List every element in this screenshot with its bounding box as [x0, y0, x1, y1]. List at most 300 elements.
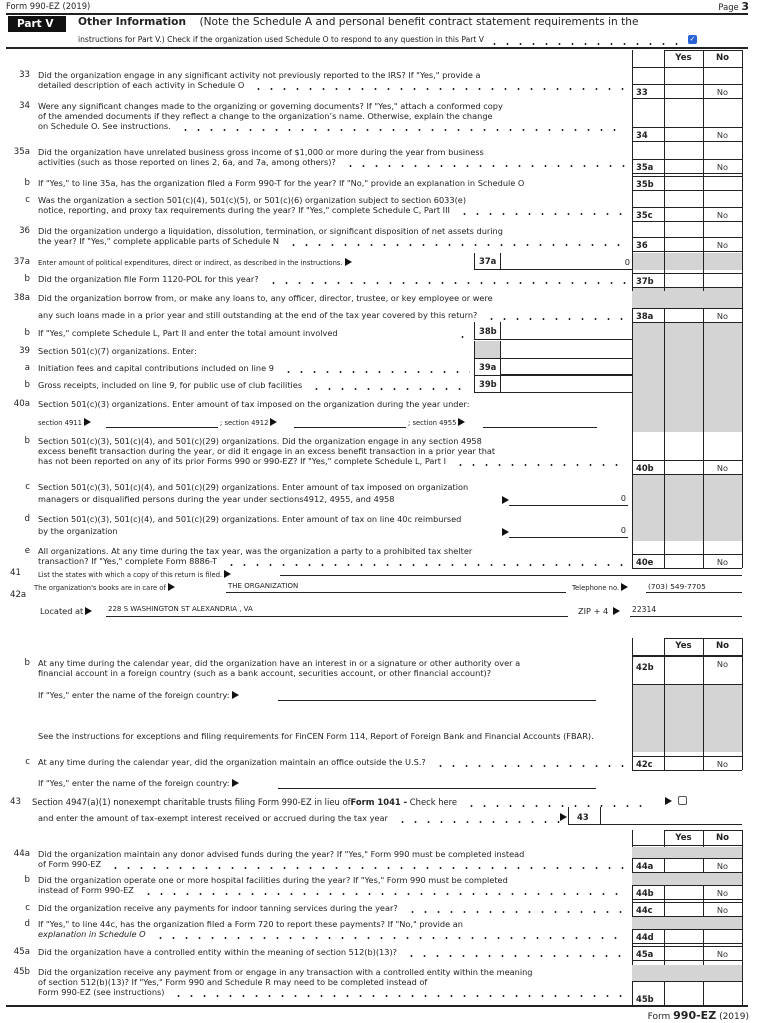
country-42b-input[interactable]: [278, 690, 596, 701]
arrow-icon: [621, 583, 628, 591]
question-text: [38, 226, 626, 236]
line-box-39a: 39a: [479, 362, 497, 372]
l43-post: Check here: [407, 797, 458, 807]
yes-answer[interactable]: [664, 932, 703, 943]
dot-leader: [267, 274, 626, 284]
part-note: (Note the Schedule A and personal benefit contract statement requirements in the: [199, 16, 639, 28]
line-43-text: [32, 797, 652, 807]
box-rule: [632, 756, 742, 757]
line-39b-text: [38, 380, 470, 390]
yes-column-header: Yes: [675, 641, 692, 651]
question-text: [38, 947, 626, 957]
yes-answer[interactable]: [664, 759, 703, 770]
s4955: ; section 4955: [408, 419, 457, 427]
column-rule: [664, 638, 665, 770]
box-rule: [632, 127, 742, 128]
line-num: b: [24, 875, 30, 885]
question-text: [38, 556, 626, 566]
question-text-line: Were any significant changes made to the organizing or governing documents? If "Yes," attach a conformed copy: [38, 101, 503, 111]
box-rule: [632, 929, 742, 930]
l43-line2: and enter the amount of tax-exempt interest received or accrued during the tax year: [38, 813, 388, 823]
zip-input[interactable]: 22314: [630, 605, 742, 617]
question-text: [38, 236, 626, 246]
arrow-icon: [232, 779, 239, 787]
no-answer[interactable]: No: [716, 659, 729, 669]
line-38b-label: If "Yes," complete Schedule L, Part II and enter the total amount involved: [38, 328, 338, 338]
arrow-icon: [270, 418, 277, 426]
question-text-line: transaction? If "Yes," complete Form 8886-T: [38, 556, 218, 566]
shaded-area: [632, 847, 742, 858]
arrow-icon: [224, 570, 231, 578]
yes-answer[interactable]: [664, 311, 703, 322]
box-rule: [632, 916, 742, 917]
line-num: c: [25, 903, 30, 913]
yes-answer[interactable]: [664, 905, 703, 916]
country-42c-text: If "Yes," enter the name of the foreign country:: [38, 778, 230, 788]
box-rule: [632, 207, 742, 208]
line-num: b: [24, 658, 30, 668]
box-rule: [632, 899, 742, 900]
country-42b-label: [38, 690, 241, 700]
question-text-line: Did the organization maintain any donor advised funds during the year? If "Yes," Form 990 must be completed instead: [38, 849, 525, 859]
amount-39b[interactable]: [501, 375, 632, 393]
question-text: [38, 310, 626, 320]
question-text-line: Did the organization engage in any significant activity not previously reported to the IRS? If "Yes," provide a: [38, 70, 481, 80]
part-title: Other Information: [78, 16, 187, 28]
no-answer[interactable]: No: [716, 949, 729, 959]
box-rule: [632, 190, 742, 191]
arrow-icon: [502, 528, 509, 536]
footer-form: 990-EZ: [673, 1009, 717, 1022]
line-37a-label: Enter amount of political expenditures, direct or indirect, as described in the instructions.: [38, 259, 343, 267]
line-39a-label: Initiation fees and capital contributions included on line 9: [38, 363, 274, 373]
section-4912-label: [220, 418, 279, 427]
question-text: [38, 101, 626, 111]
question-text: [38, 436, 626, 446]
question-text-line: financial account in a foreign country (such as a bank account, securities account, or other financial account)?: [38, 668, 492, 678]
question-text-line: At any time during the calendar year, did the organization maintain an office outside the U.S.?: [38, 757, 426, 767]
dot-leader: [252, 80, 626, 90]
dot-leader: [109, 859, 626, 869]
box-rule: [632, 943, 742, 944]
dot-leader: [458, 205, 626, 215]
zip-text: ZIP + 4: [578, 606, 609, 616]
amount-40c[interactable]: 0: [509, 494, 628, 506]
care-of-input[interactable]: THE ORGANIZATION: [226, 582, 566, 593]
line-num: 45b: [13, 967, 30, 977]
shaded-area: [632, 291, 742, 308]
line-num: e: [24, 546, 30, 556]
arrow-icon: [458, 418, 465, 426]
question-text-line: Did the organization receive any payment from or engage in any transaction with a controlled entity within the meaning: [38, 967, 533, 977]
no-answer[interactable]: No: [716, 861, 729, 871]
line-num: b: [24, 380, 30, 390]
dot-leader: [405, 947, 626, 957]
header-rule: [664, 830, 742, 831]
s4912: ; section 4912: [220, 419, 269, 427]
no-answer[interactable]: No: [716, 888, 729, 898]
line-box-label: 42b: [636, 662, 654, 672]
line-43-checkbox[interactable]: [678, 796, 687, 805]
question-text-line: the year? If "Yes," complete applicable parts of Schedule N: [38, 236, 280, 246]
line-num: b: [24, 178, 30, 188]
line-40a-text: Section 501(c)(3) organizations. Enter amount of tax imposed on the organization during the year under:: [38, 399, 470, 409]
question-text: [38, 546, 626, 556]
box-rule: [632, 885, 742, 886]
line-num: 42a: [10, 590, 27, 600]
column-rule: [742, 50, 743, 568]
box-rule: [632, 308, 742, 309]
question-text: [38, 205, 626, 215]
line-39b-label: Gross receipts, included on line 9, for public use of club facilities: [38, 380, 303, 390]
box-rule: [632, 858, 742, 859]
line-box-label: 35b: [636, 179, 654, 189]
arrow-icon: [168, 583, 175, 591]
line-box-label: 34: [636, 130, 648, 140]
shaded-area: [632, 965, 742, 981]
shaded-area: [632, 475, 742, 541]
s4911: section 4911: [38, 419, 82, 427]
amount-40d[interactable]: 0: [509, 526, 628, 538]
yes-answer[interactable]: [664, 240, 703, 251]
question-text: [38, 929, 626, 939]
box-rule: [632, 84, 742, 85]
yes-column-header: Yes: [675, 53, 692, 63]
line-box-label: 44d: [636, 932, 654, 942]
shaded-area: [632, 917, 742, 929]
question-text: [38, 668, 626, 678]
part-heading: [78, 16, 639, 28]
section-4912-input[interactable]: [294, 417, 406, 428]
footer-form-id: [648, 1009, 749, 1022]
schedule-o-checkbox[interactable]: ✓: [689, 35, 696, 43]
amount-38b[interactable]: [501, 322, 632, 340]
shaded-area: [632, 684, 742, 752]
shaded-area: [632, 873, 742, 885]
box-rule: [632, 251, 742, 252]
box-rule: [632, 474, 742, 475]
amount-39a[interactable]: [501, 358, 632, 375]
arrow-icon: [85, 607, 92, 615]
no-answer[interactable]: [703, 932, 742, 943]
country-42b-text: If "Yes," enter the name of the foreign country:: [38, 690, 230, 700]
question-text-line: of Form 990-EZ: [38, 859, 102, 869]
question-text-line: Was the organization a section 501(c)(4), 501(c)(5), or 501(c)(6) organization subject to section 6033(e): [38, 195, 467, 205]
box-rule: [632, 902, 742, 903]
yes-answer[interactable]: [664, 276, 703, 287]
care-of-label: [34, 583, 177, 592]
line-38b-text: [38, 328, 470, 338]
line-box-43: 43: [577, 812, 589, 822]
question-text: [38, 849, 626, 859]
box-rule: [632, 159, 742, 160]
located-text: Located at: [40, 606, 84, 616]
line-num: c: [25, 757, 30, 767]
column-rule: [742, 830, 743, 1005]
line-40c-text-2: managers or disqualified persons during the year under sections4912, 4955, and 4958: [38, 494, 395, 504]
yes-answer[interactable]: [664, 994, 703, 1005]
no-answer[interactable]: No: [716, 557, 729, 567]
arrow-icon: [84, 418, 91, 426]
line-box-label: 42c: [636, 759, 653, 769]
question-text: [38, 80, 626, 90]
section-4955-label: [408, 418, 467, 427]
arrow-icon: [613, 607, 620, 615]
dot-leader: [154, 929, 626, 939]
arrow-icon: [232, 691, 239, 699]
line-num: 35a: [13, 147, 30, 157]
line-41-label: List the states with which a copy of this return is filed.: [38, 571, 223, 579]
dot-leader: [225, 556, 626, 566]
column-rule: [632, 638, 633, 770]
question-text-line: Did the organization have unrelated business gross income of $1,000 or more during the year from business: [38, 147, 484, 157]
section-4911-input[interactable]: [106, 417, 218, 428]
question-text: [38, 757, 626, 767]
no-answer[interactable]: [703, 994, 742, 1005]
telephone-text: Telephone no.: [572, 584, 620, 592]
schedule-o-text: instructions for Part V.) Check if the organization used Schedule O to respond to any question in this Part V: [78, 35, 484, 44]
no-answer[interactable]: No: [716, 240, 729, 250]
yes-answer[interactable]: [664, 210, 703, 221]
line-box-label: 35a: [636, 162, 654, 172]
box-rule: [632, 554, 742, 555]
no-answer[interactable]: No: [716, 130, 729, 140]
line-num: 37a: [13, 257, 30, 267]
question-text-line: detailed description of each activity in Schedule O: [38, 80, 245, 90]
box-rule: [632, 237, 742, 238]
question-text: [38, 293, 626, 303]
box-rule: [632, 872, 742, 873]
question-text: [38, 903, 626, 913]
box-rule: [632, 656, 742, 657]
box-rule: [632, 684, 742, 685]
question-text: [38, 111, 626, 121]
amount-37a[interactable]: 0: [501, 253, 632, 270]
box-rule: [632, 946, 742, 947]
page-label: Page: [718, 2, 739, 12]
line-box-label: 45b: [636, 994, 654, 1004]
dot-leader: [406, 903, 626, 913]
telephone-input[interactable]: (703) 549-7705: [646, 582, 742, 593]
question-text: [38, 157, 626, 167]
box-rule: [632, 322, 742, 323]
no-answer[interactable]: No: [716, 463, 729, 473]
no-answer[interactable]: No: [716, 759, 729, 769]
page-number: [718, 0, 749, 13]
arrow-icon: [502, 496, 509, 504]
line-box-label: 44c: [636, 905, 653, 915]
no-answer[interactable]: No: [716, 210, 729, 220]
question-text-line: instead of Form 990-EZ: [38, 885, 134, 895]
header-rule: [664, 638, 742, 639]
question-text-line: Did the organization file Form 1120-POL for this year?: [38, 274, 259, 284]
arrow-icon: [345, 258, 352, 266]
question-text: [38, 446, 626, 456]
line-num: c: [25, 482, 30, 492]
l43-bold: Form 1041 -: [350, 797, 408, 807]
yes-answer[interactable]: [664, 888, 703, 899]
question-text: [38, 456, 626, 466]
line-num: 33: [19, 70, 30, 80]
line-num: 43: [10, 797, 21, 807]
no-answer[interactable]: [703, 276, 742, 287]
dot-leader: [344, 157, 626, 167]
question-text: [38, 885, 626, 895]
box-rule: [632, 98, 742, 99]
located-input[interactable]: 228 S WASHINGTON ST ALEXANDRIA , VA: [106, 605, 568, 617]
question-text-line: has not been reported on any of its prior Forms 990 or 990-EZ? If "Yes," complete Schedule L, Part I: [38, 456, 446, 466]
question-text-line: Did the organization receive any payments for indoor tanning services during the year?: [38, 903, 398, 913]
column-rule: [703, 638, 704, 770]
line-num: 34: [19, 101, 30, 111]
country-42c-input[interactable]: [278, 778, 596, 789]
question-text-line: At any time during the calendar year, did the organization have an interest in or a signature or other authority over a: [38, 658, 521, 668]
question-text: [38, 147, 626, 157]
question-text-line: Section 501(c)(3), 501(c)(4), and 501(c)(29) organizations. Did the organization engage in any section 4958: [38, 436, 482, 446]
line-box-label: 35c: [636, 210, 653, 220]
yes-answer[interactable]: [664, 179, 703, 190]
line-num: b: [24, 274, 30, 284]
no-column-header: No: [715, 53, 730, 63]
question-text-line: Form 990-EZ (see instructions): [38, 987, 165, 997]
line-40d-text: Section 501(c)(3), 501(c)(4), and 501(c)(29) organizations. Enter amount of tax on line 40c reimbursed: [38, 514, 462, 524]
box-rule: [632, 141, 742, 142]
header-rule: [632, 67, 742, 68]
box-rule: [632, 770, 742, 771]
fincen-note: See the instructions for exceptions and filing requirements for FinCEN Form 114, Report of Foreign Bank and Financial Accounts (FBAR).: [38, 731, 594, 741]
column-rule: [742, 638, 743, 770]
question-text: [38, 967, 626, 977]
question-text: [38, 977, 626, 987]
footer-pre: Form: [647, 1012, 671, 1022]
question-text-line: notice, reporting, and proxy tax requirements during the year? If "Yes," complete Schedule C, Part III: [38, 205, 450, 215]
question-text-line: of the amended documents if they reflect a change to the organization’s name. Otherwise, explain the change: [38, 111, 493, 121]
line-box-37a: 37a: [479, 256, 497, 266]
line-num: 38a: [13, 293, 30, 303]
line-40d-text-2: by the organization: [38, 526, 118, 536]
box-rule: [632, 981, 742, 982]
yes-answer[interactable]: [664, 949, 703, 960]
line-41-text: [38, 570, 233, 579]
line-num: 40a: [13, 399, 30, 409]
line-num: d: [24, 919, 30, 929]
question-text-line: All organizations. At any time during the tax year, was the organization a party to a prohibited tax shelter: [38, 546, 473, 556]
line-box-label: 44b: [636, 888, 654, 898]
question-text-line: Did the organization undergo a liquidation, dissolution, termination, or significant disposition of net assets during: [38, 226, 503, 236]
dot-leader: [454, 456, 626, 466]
line-num: b: [24, 436, 30, 446]
question-text: [38, 859, 626, 869]
question-text-line: If "Yes," to line 44c, has the organization filed a Form 720 to report these payments? If "No," provide an: [38, 919, 463, 929]
line-box-39b: 39b: [479, 379, 497, 389]
yes-column-header: Yes: [675, 833, 692, 843]
line-box-label: 38a: [636, 311, 654, 321]
box-rule: [632, 460, 742, 461]
yes-answer[interactable]: [664, 463, 703, 474]
question-text: [38, 875, 626, 885]
section-4955-input[interactable]: [483, 417, 597, 428]
country-42c-label: [38, 778, 241, 788]
line-37a-text: [38, 258, 354, 267]
dot-leader: [434, 757, 626, 767]
line-box-label: 36: [636, 240, 648, 250]
box-rule: [632, 221, 742, 222]
line-39a-text: [38, 363, 470, 373]
no-answer[interactable]: No: [716, 87, 729, 97]
dot-leader: [172, 987, 626, 997]
line-num: 36: [19, 226, 30, 236]
question-text-line: on Schedule O. See instructions.: [38, 121, 171, 131]
no-answer[interactable]: [703, 179, 742, 190]
states-input[interactable]: [280, 566, 742, 576]
header-rule: [632, 845, 742, 846]
line-box-label: 40e: [636, 557, 654, 567]
no-answer[interactable]: No: [716, 311, 729, 321]
line-num: 45a: [13, 947, 30, 957]
no-column-header: No: [715, 641, 730, 651]
question-text: [38, 658, 626, 668]
l43-pre: Section 4947(a)(1) nonexempt charitable trusts filing Form 990-EZ in lieu of: [32, 797, 351, 807]
form-id: Form 990-EZ (2019): [6, 1, 91, 11]
line-num: a: [24, 363, 30, 373]
part-badge: Part V: [8, 16, 66, 32]
box-rule: [632, 960, 742, 961]
line-box-label: 45a: [636, 949, 654, 959]
yes-answer[interactable]: [664, 130, 703, 141]
box-rule: [632, 273, 742, 274]
box-rule: [632, 176, 742, 177]
box-rule: [632, 287, 742, 288]
line-num: 44a: [13, 849, 30, 859]
schedule-o-line: [78, 35, 688, 45]
no-answer[interactable]: No: [716, 905, 729, 915]
arrow-icon: [665, 797, 672, 805]
question-text-line: Did the organization borrow from, or make any loans to, any officer, director, trustee, or key employee or were: [38, 293, 493, 303]
question-text-line: excess benefit transaction during the year, or did it engage in an excess benefit transaction in a prior year that: [38, 446, 496, 456]
question-text: [38, 70, 626, 80]
telephone-label: [572, 583, 630, 592]
question-text: [38, 178, 626, 188]
line-num: d: [24, 514, 30, 524]
no-answer[interactable]: No: [716, 162, 729, 172]
dot-leader: [179, 121, 626, 131]
yes-answer[interactable]: [664, 87, 703, 98]
line-43-text-2: [38, 813, 560, 823]
no-column-header: No: [715, 833, 730, 843]
question-text-line: of section 512(b)(13)? If "Yes," Form 990 and Schedule R may need to be completed instead of: [38, 977, 428, 987]
line-box-label: 33: [636, 87, 648, 97]
question-text: [38, 987, 626, 997]
line-num: 41: [10, 568, 21, 578]
footer-year: (2019): [719, 1012, 749, 1022]
page-num: 3: [741, 0, 749, 13]
shaded-area: [632, 322, 742, 432]
yes-answer[interactable]: [664, 861, 703, 872]
line-num: c: [25, 195, 30, 205]
care-of-text: The organization's books are in care of: [34, 584, 166, 592]
question-text-line: any such loans made in a prior year and still outstanding at the end of the tax year covered by this return?: [38, 310, 478, 320]
question-text-line: activities (such as those reported on lines 2, 6a, and 7a, among others)?: [38, 157, 336, 167]
section-4911-label: [38, 418, 93, 427]
yes-answer[interactable]: [664, 162, 703, 173]
yes-answer[interactable]: [664, 659, 703, 670]
question-text-line: explanation in Schedule O: [38, 929, 146, 939]
box-rule: [632, 173, 742, 174]
line-box-label: 44a: [636, 861, 654, 871]
line-num: b: [24, 328, 30, 338]
question-text-line: If "Yes," to line 35a, has the organization filed a Form 990-T for the year? If "No," provide an explanation in Schedule O: [38, 178, 525, 188]
question-text-line: Did the organization operate one or more hospital facilities during the year? If "Yes," Form 990 must be completed: [38, 875, 508, 885]
